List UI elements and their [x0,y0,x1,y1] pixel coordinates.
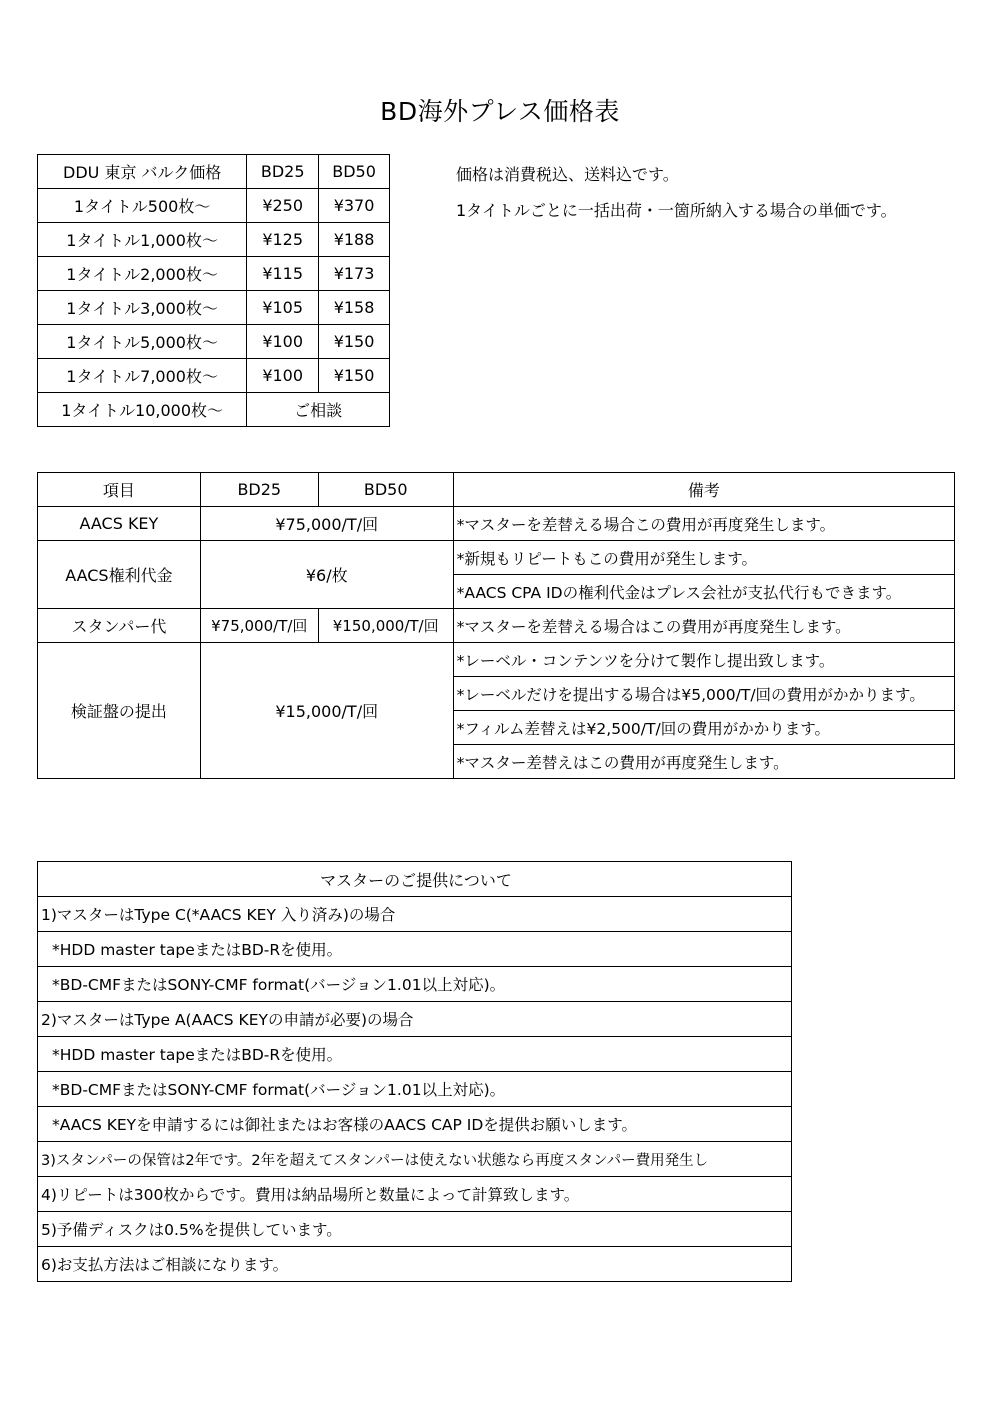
header-cell: BD25 [247,155,319,189]
item-price-bd25: ¥75,000/T/回 [200,609,318,643]
table-row [38,393,390,427]
item-label: スタンパー代 [38,609,201,643]
bd25-price-cell: ¥105 [247,291,319,325]
header-cell: マスターのご提供について [38,862,792,897]
item-note: *レーベルだけを提出する場合は¥5,000/T/回の費用がかかります。 [453,677,954,711]
table-row [38,359,390,393]
quantity-cell: 1タイトル1,000枚～ [38,223,247,257]
bd25-price-cell: ¥100 [247,359,319,393]
table-row [38,257,390,291]
table-row [38,1212,792,1247]
bd50-price-cell: ¥150 [319,325,390,359]
quantity-cell: 1タイトル5,000枚～ [38,325,247,359]
quantity-cell: 1タイトル10,000枚～ [38,393,247,427]
item-note: *マスター差替えはこの費用が再度発生します。 [453,745,954,779]
bd50-price-cell: ¥150 [319,359,390,393]
item-note: *フィルム差替えは¥2,500/T/回の費用がかかります。 [453,711,954,745]
consultation-cell: ご相談 [247,393,390,427]
table-row [38,541,955,575]
table-row [38,507,955,541]
header-cell: BD25 [200,473,318,507]
items-table [37,472,955,779]
master-row: 3)スタンパーの保管は2年です。2年を超えてスタンパーは使えない状態なら再度スタンパー費用発生し [38,1142,792,1177]
item-price: ¥6/枚 [200,541,453,609]
table-row [38,1177,792,1212]
quantity-cell: 1タイトル3,000枚～ [38,291,247,325]
item-price: ¥15,000/T/回 [200,643,453,779]
item-label: AACS KEY [38,507,201,541]
header-cell: 備考 [453,473,954,507]
unit-price-note: 1タイトルごとに一括出荷・一箇所納入する場合の単価です。 [456,201,897,220]
master-row: *HDD master tapeまたはBD-Rを使用。 [38,1037,792,1072]
master-row: 1)マスターはType C(*AACS KEY 入り済み)の場合 [38,897,792,932]
quantity-cell: 1タイトル7,000枚～ [38,359,247,393]
item-price-bd50: ¥150,000/T/回 [318,609,453,643]
master-row: *AACS KEYを申請するには御社またはお客様のAACS CAP IDを提供お願いします。 [38,1107,792,1142]
table-row [38,609,955,643]
table-header-row [38,473,955,507]
bd50-price-cell: ¥173 [319,257,390,291]
table-row [38,897,792,932]
table-row [38,1142,792,1177]
master-row: *BD-CMFまたはSONY-CMF format(バージョン1.01以上対応)。 [38,1072,792,1107]
bd50-price-cell: ¥188 [319,223,390,257]
header-cell: DDU 東京 バルク価格 [38,155,247,189]
bd25-price-cell: ¥115 [247,257,319,291]
table-row [38,967,792,1002]
item-note: *新規もリピートもこの費用が発生します。 [453,541,954,575]
header-cell: BD50 [319,155,390,189]
item-note: *マスターを差替える場合この費用が再度発生します。 [453,507,954,541]
table-row [38,291,390,325]
master-row: 6)お支払方法はご相談になります。 [38,1247,792,1282]
master-row: 4)リピートは300枚からです。費用は納品場所と数量によって計算致します。 [38,1177,792,1212]
item-note: *AACS CPA IDの権利代金はプレス会社が支払代行もできます。 [453,575,954,609]
table-row [38,643,955,677]
quantity-cell: 1タイトル2,000枚～ [38,257,247,291]
header-cell: 項目 [38,473,201,507]
table-row [38,1107,792,1142]
item-label: 検証盤の提出 [38,643,201,779]
master-row: 2)マスターはType A(AACS KEYの申請が必要)の場合 [38,1002,792,1037]
tax-note: 価格は消費税込、送料込です。 [456,165,679,184]
bd25-price-cell: ¥125 [247,223,319,257]
table-header-row [38,862,792,897]
bd50-price-cell: ¥158 [319,291,390,325]
table-row [38,325,390,359]
bd25-price-cell: ¥100 [247,325,319,359]
item-price: ¥75,000/T/回 [200,507,453,541]
table-row [38,1247,792,1282]
bd25-price-cell: ¥250 [247,189,319,223]
page-title: BD海外プレス価格表 [380,97,620,126]
table-row [38,223,390,257]
master-info-table [37,861,792,1282]
quantity-cell: 1タイトル500枚～ [38,189,247,223]
bd50-price-cell: ¥370 [319,189,390,223]
table-row [38,1002,792,1037]
item-label: AACS権利代金 [38,541,201,609]
item-note: *マスターを差替える場合はこの費用が再度発生します。 [453,609,954,643]
table-row [38,1072,792,1107]
master-row: *BD-CMFまたはSONY-CMF format(バージョン1.01以上対応)。 [38,967,792,1002]
table-row [38,189,390,223]
table-row [38,1037,792,1072]
item-note: *レーベル・コンテンツを分けて製作し提出致します。 [453,643,954,677]
table-header-row [38,155,390,189]
header-cell: BD50 [318,473,453,507]
master-row: *HDD master tapeまたはBD-Rを使用。 [38,932,792,967]
master-row: 5)予備ディスクは0.5%を提供しています。 [38,1212,792,1247]
table-row [38,932,792,967]
bulk-price-table [37,154,390,427]
